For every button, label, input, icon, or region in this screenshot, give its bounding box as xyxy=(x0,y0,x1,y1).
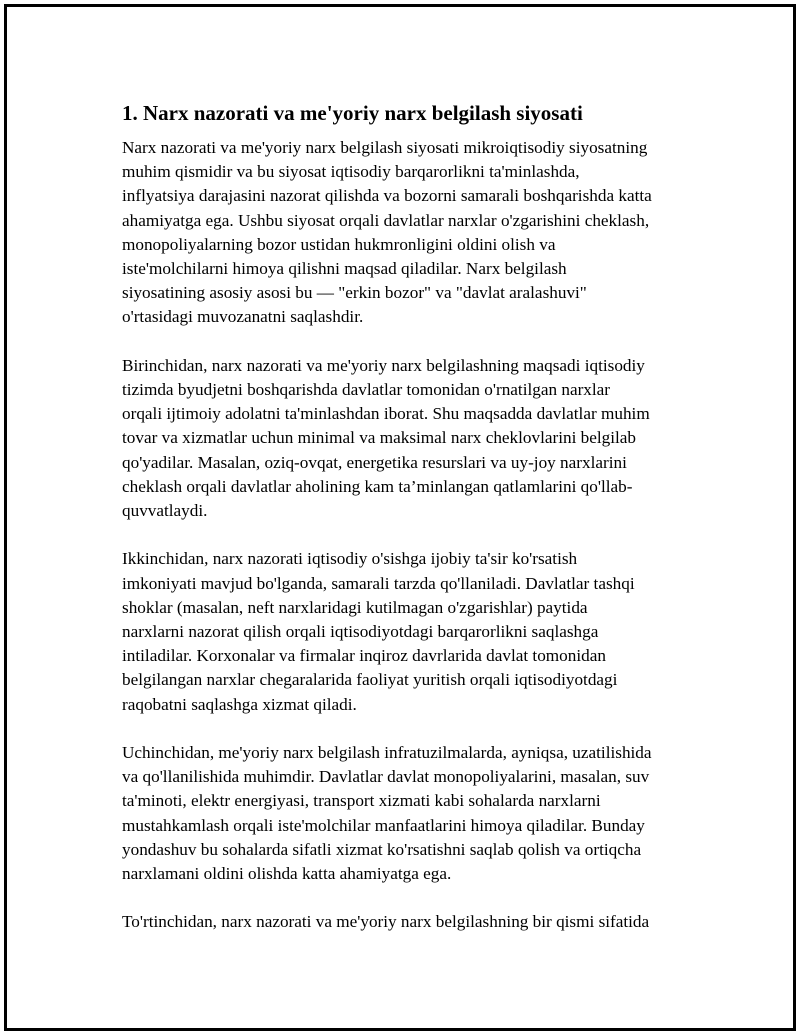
text-line: Birinchidan, narx nazorati va me'yoriy narx belgilashning maqsadi iqtisodiy xyxy=(122,355,645,375)
text-line: belgilangan narxlar chegaralarida faoliyat yuritish orqali iqtisodiyotdagi xyxy=(122,670,618,690)
text-line: ta'minoti, elektr energiyasi, transport xizmati kabi sohalarda narxlarni xyxy=(122,791,601,811)
text-line: narxlamani oldini olishda katta ahamiyatga ega. xyxy=(122,864,452,884)
text-line: mustahkamlash orqali iste'molchilar manfaatlarini himoya qiladilar. Bunday xyxy=(122,815,645,835)
text-line: o'rtasidagi muvozanatni saqlashdir. xyxy=(122,307,364,327)
text-line: Narx nazorati va me'yoriy narx belgilash siyosati mikroiqtisodiy siyosatning xyxy=(122,138,648,157)
text-line: va qo'llanilishida muhimdir. Davlatlar davlat monopoliyalarini, masalan, suv xyxy=(122,767,650,787)
document-body xyxy=(122,99,692,959)
text-line: ahamiyatga ega. Ushbu siyosat orqali davlatlar narxlar o'zgarishini cheklash, xyxy=(122,210,650,230)
page-frame xyxy=(4,4,796,1031)
paragraphs-container xyxy=(122,136,692,935)
text-line: quvvatlaydi. xyxy=(122,501,208,521)
text-line: qo'yadilar. Masalan, oziq-ovqat, energetika resurslari va uy-joy narxlarini xyxy=(122,452,627,472)
text-line: muhim qismidir va bu siyosat iqtisodiy barqarorlikni ta'minlashda, xyxy=(122,162,580,182)
text-line: narxlarni nazorat qilish orqali iqtisodiyotdagi barqarorlikni saqlashga xyxy=(122,622,599,642)
text-line: intiladilar. Korxonalar va firmalar inqiroz davrlarida davlat tomonidan xyxy=(122,646,606,666)
text-line: cheklash orqali davlatlar aholining kam ta’minlangan qatlamlarini qo'llab- xyxy=(122,476,633,496)
text-line: raqobatni saqlashga xizmat qiladi. xyxy=(122,694,357,714)
text-line: iste'molchilarni himoya qilishni maqsad qiladilar. Narx belgilash xyxy=(122,259,567,279)
text-line: To'rtinchidan, narx nazorati va me'yoriy narx belgilashning bir qismi sifatida xyxy=(122,912,650,932)
text-line: Uchinchidan, me'yoriy narx belgilash infratuzilmalarda, ayniqsa, uzatilishida xyxy=(122,743,652,763)
paragraph xyxy=(122,910,692,934)
text-line: Ikkinchidan, narx nazorati iqtisodiy o'sishga ijobiy ta'sir ko'rsatish xyxy=(122,549,578,569)
text-line: shoklar (masalan, neft narxlaridagi kutilmagan o'zgarishlar) paytida xyxy=(122,597,588,617)
text-line: yondashuv bu sohalarda sifatli xizmat ko'rsatishni saqlab qolish va ortiqcha xyxy=(122,839,642,859)
paragraph xyxy=(122,136,692,330)
paragraph xyxy=(122,547,692,716)
text-line: orqali ijtimoiy adolatni ta'minlashdan iborat. Shu maqsadda davlatlar muhim xyxy=(122,404,650,424)
paragraph xyxy=(122,741,692,886)
paragraph xyxy=(122,354,692,523)
text-line: tizimda byudjetni boshqarishda davlatlar tomonidan o'rnatilgan narxlar xyxy=(122,380,611,400)
section-heading: 1. Narx nazorati va me'yoriy narx belgilash siyosati xyxy=(122,101,583,125)
text-line: tovar va xizmatlar uchun minimal va maksimal narx cheklovlarini belgilab xyxy=(122,428,637,448)
text-line: siyosatining asosiy asosi bu — "erkin bozor" va "davlat aralashuvi" xyxy=(122,283,587,303)
text-line: inflyatsiya darajasini nazorat qilishda va bozorni samarali boshqarishda katta xyxy=(122,186,652,206)
text-line: imkoniyati mavjud bo'lganda, samarali tarzda qo'llaniladi. Davlatlar tashqi xyxy=(122,573,635,593)
text-line: monopoliyalarning bozor ustidan hukmronligini oldini olish va xyxy=(122,234,556,254)
